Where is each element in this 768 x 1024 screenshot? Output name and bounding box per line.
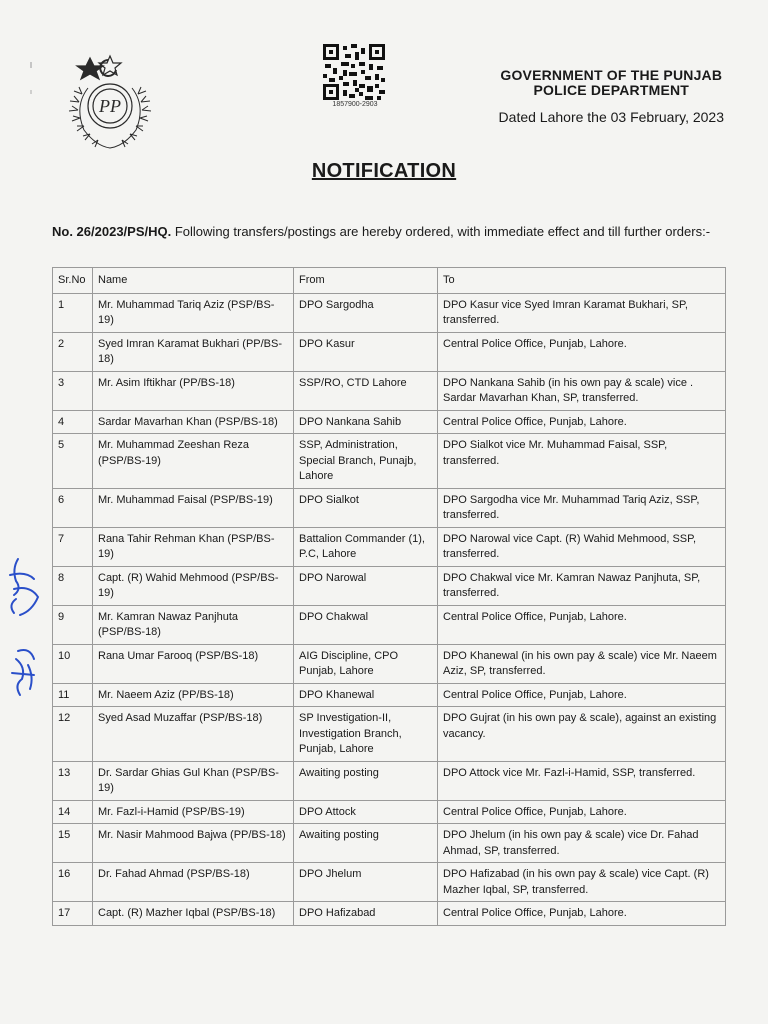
table-row [53,527,726,566]
cell-to: DPO Khanewal (in his own pay & scale) vice Mr. Naeem Aziz, SP, transferred. [438,644,726,683]
cell-name: Mr. Nasir Mahmood Bajwa (PP/BS-18) [93,824,294,863]
notification-number: No. 26/2023/PS/HQ. [52,224,172,239]
cell-to: DPO Gujrat (in his own pay & scale), against an existing vacancy. [438,707,726,762]
cell-to: DPO Jhelum (in his own pay & scale) vice Dr. Fahad Ahmad, SP, transferred. [438,824,726,863]
cell-to: Central Police Office, Punjab, Lahore. [438,410,726,434]
cell-name: Mr. Muhammad Zeeshan Reza (PSP/BS-19) [93,434,294,489]
cell-to: DPO Sialkot vice Mr. Muhammad Faisal, SSP, transferred. [438,434,726,489]
table-row [53,644,726,683]
cell-from: SSP, Administration, Special Branch, Punajb, Lahore [294,434,438,489]
cell-srno: 2 [53,332,93,371]
notification-title: NOTIFICATION [311,160,457,182]
transfers-table [52,267,726,926]
cell-from: DPO Sialkot [294,488,438,527]
margin-marks [28,60,34,130]
cell-name: Capt. (R) Mazher Iqbal (PSP/BS-18) [93,902,294,926]
cell-name: Dr. Fahad Ahmad (PSP/BS-18) [93,863,294,902]
cell-srno: 6 [53,488,93,527]
header-srno: Sr.No [53,268,93,294]
cell-srno: 13 [53,761,93,800]
cell-from: DPO Kasur [294,332,438,371]
header-name: Name [93,268,294,294]
cell-from: DPO Hafizabad [294,902,438,926]
table-row [53,902,726,926]
header-block [499,68,724,125]
cell-to: Central Police Office, Punjab, Lahore. [438,800,726,824]
cell-srno: 4 [53,410,93,434]
cell-to: Central Police Office, Punjab, Lahore. [438,332,726,371]
cell-from: DPO Khanewal [294,683,438,707]
cell-name: Capt. (R) Wahid Mehmood (PSP/BS-19) [93,566,294,605]
intro-text: Following transfers/postings are hereby ordered, with immediate effect and till further orders:- [174,224,711,239]
cell-srno: 17 [53,902,93,926]
table-header-row [53,268,726,294]
cell-name: Mr. Naeem Aziz (PP/BS-18) [93,683,294,707]
handwritten-signature [4,555,44,705]
cell-name: Mr. Muhammad Faisal (PSP/BS-19) [93,488,294,527]
cell-name: Syed Imran Karamat Bukhari (PP/BS-18) [93,332,294,371]
table-row [53,371,726,410]
police-emblem-icon [60,48,160,156]
intro-paragraph [52,223,726,240]
cell-name: Rana Umar Farooq (PSP/BS-18) [93,644,294,683]
qr-code-icon [323,44,385,100]
cell-srno: 1 [53,293,93,332]
cell-srno: 10 [53,644,93,683]
cell-to: DPO Chakwal vice Mr. Kamran Nawaz Panjhuta, SP, transferred. [438,566,726,605]
table-row [53,332,726,371]
table-row [53,707,726,762]
table-row [53,434,726,489]
header-from: From [294,268,438,294]
cell-from: DPO Attock [294,800,438,824]
table-row [53,488,726,527]
cell-srno: 14 [53,800,93,824]
table-row [53,800,726,824]
table-row [53,566,726,605]
cell-from: DPO Nankana Sahib [294,410,438,434]
cell-name: Sardar Mavarhan Khan (PSP/BS-18) [93,410,294,434]
cell-to: Central Police Office, Punjab, Lahore. [438,605,726,644]
table-row [53,863,726,902]
cell-name: Mr. Asim Iftikhar (PP/BS-18) [93,371,294,410]
dated-line: Dated Lahore the 03 February, 2023 [498,109,724,125]
cell-to: Central Police Office, Punjab, Lahore. [438,683,726,707]
cell-srno: 12 [53,707,93,762]
cell-name: Dr. Sardar Ghias Gul Khan (PSP/BS-19) [93,761,294,800]
cell-name: Mr. Muhammad Tariq Aziz (PSP/BS-19) [93,293,294,332]
cell-from: DPO Chakwal [294,605,438,644]
cell-from: DPO Narowal [294,566,438,605]
cell-srno: 3 [53,371,93,410]
cell-from: DPO Jhelum [294,863,438,902]
cell-srno: 16 [53,863,93,902]
government-title: GOVERNMENT OF THE PUNJAB [500,67,723,83]
cell-from: AIG Discipline, CPO Punjab, Lahore [294,644,438,683]
cell-to: Central Police Office, Punjab, Lahore. [438,902,726,926]
cell-to: DPO Attock vice Mr. Fazl-i-Hamid, SSP, transferred. [438,761,726,800]
table-row [53,410,726,434]
cell-from: SSP/RO, CTD Lahore [294,371,438,410]
cell-name: Rana Tahir Rehman Khan (PSP/BS-19) [93,527,294,566]
qr-reference-number: 1857900-2903 [332,101,378,108]
cell-srno: 8 [53,566,93,605]
table-row [53,761,726,800]
svg-text:PP: PP [99,96,121,116]
cell-srno: 7 [53,527,93,566]
cell-from: Awaiting posting [294,761,438,800]
cell-srno: 9 [53,605,93,644]
cell-to: DPO Narowal vice Capt. (R) Wahid Mehmood, SSP, transferred. [438,527,726,566]
cell-srno: 15 [53,824,93,863]
table-row [53,293,726,332]
cell-to: DPO Nankana Sahib (in his own pay & scale) vice . Sardar Mavarhan Khan, SP, transferred. [438,371,726,410]
cell-srno: 11 [53,683,93,707]
cell-srno: 5 [53,434,93,489]
cell-from: Awaiting posting [294,824,438,863]
table-row [53,605,726,644]
cell-name: Mr. Fazl-i-Hamid (PSP/BS-19) [93,800,294,824]
table-row [53,683,726,707]
department-title: POLICE DEPARTMENT [533,82,690,98]
header-to: To [438,268,726,294]
cell-name: Syed Asad Muzaffar (PSP/BS-18) [93,707,294,762]
cell-name: Mr. Kamran Nawaz Panjhuta (PSP/BS-18) [93,605,294,644]
cell-to: DPO Kasur vice Syed Imran Karamat Bukhari, SP, transferred. [438,293,726,332]
cell-to: DPO Hafizabad (in his own pay & scale) vice Capt. (R) Mazher Iqbal, SP, transferred. [438,863,726,902]
cell-from: Battalion Commander (1), P.C, Lahore [294,527,438,566]
cell-to: DPO Sargodha vice Mr. Muhammad Tariq Aziz, SSP, transferred. [438,488,726,527]
table-row [53,824,726,863]
cell-from: SP Investigation-II, Investigation Branch, Punjab, Lahore [294,707,438,762]
cell-from: DPO Sargodha [294,293,438,332]
